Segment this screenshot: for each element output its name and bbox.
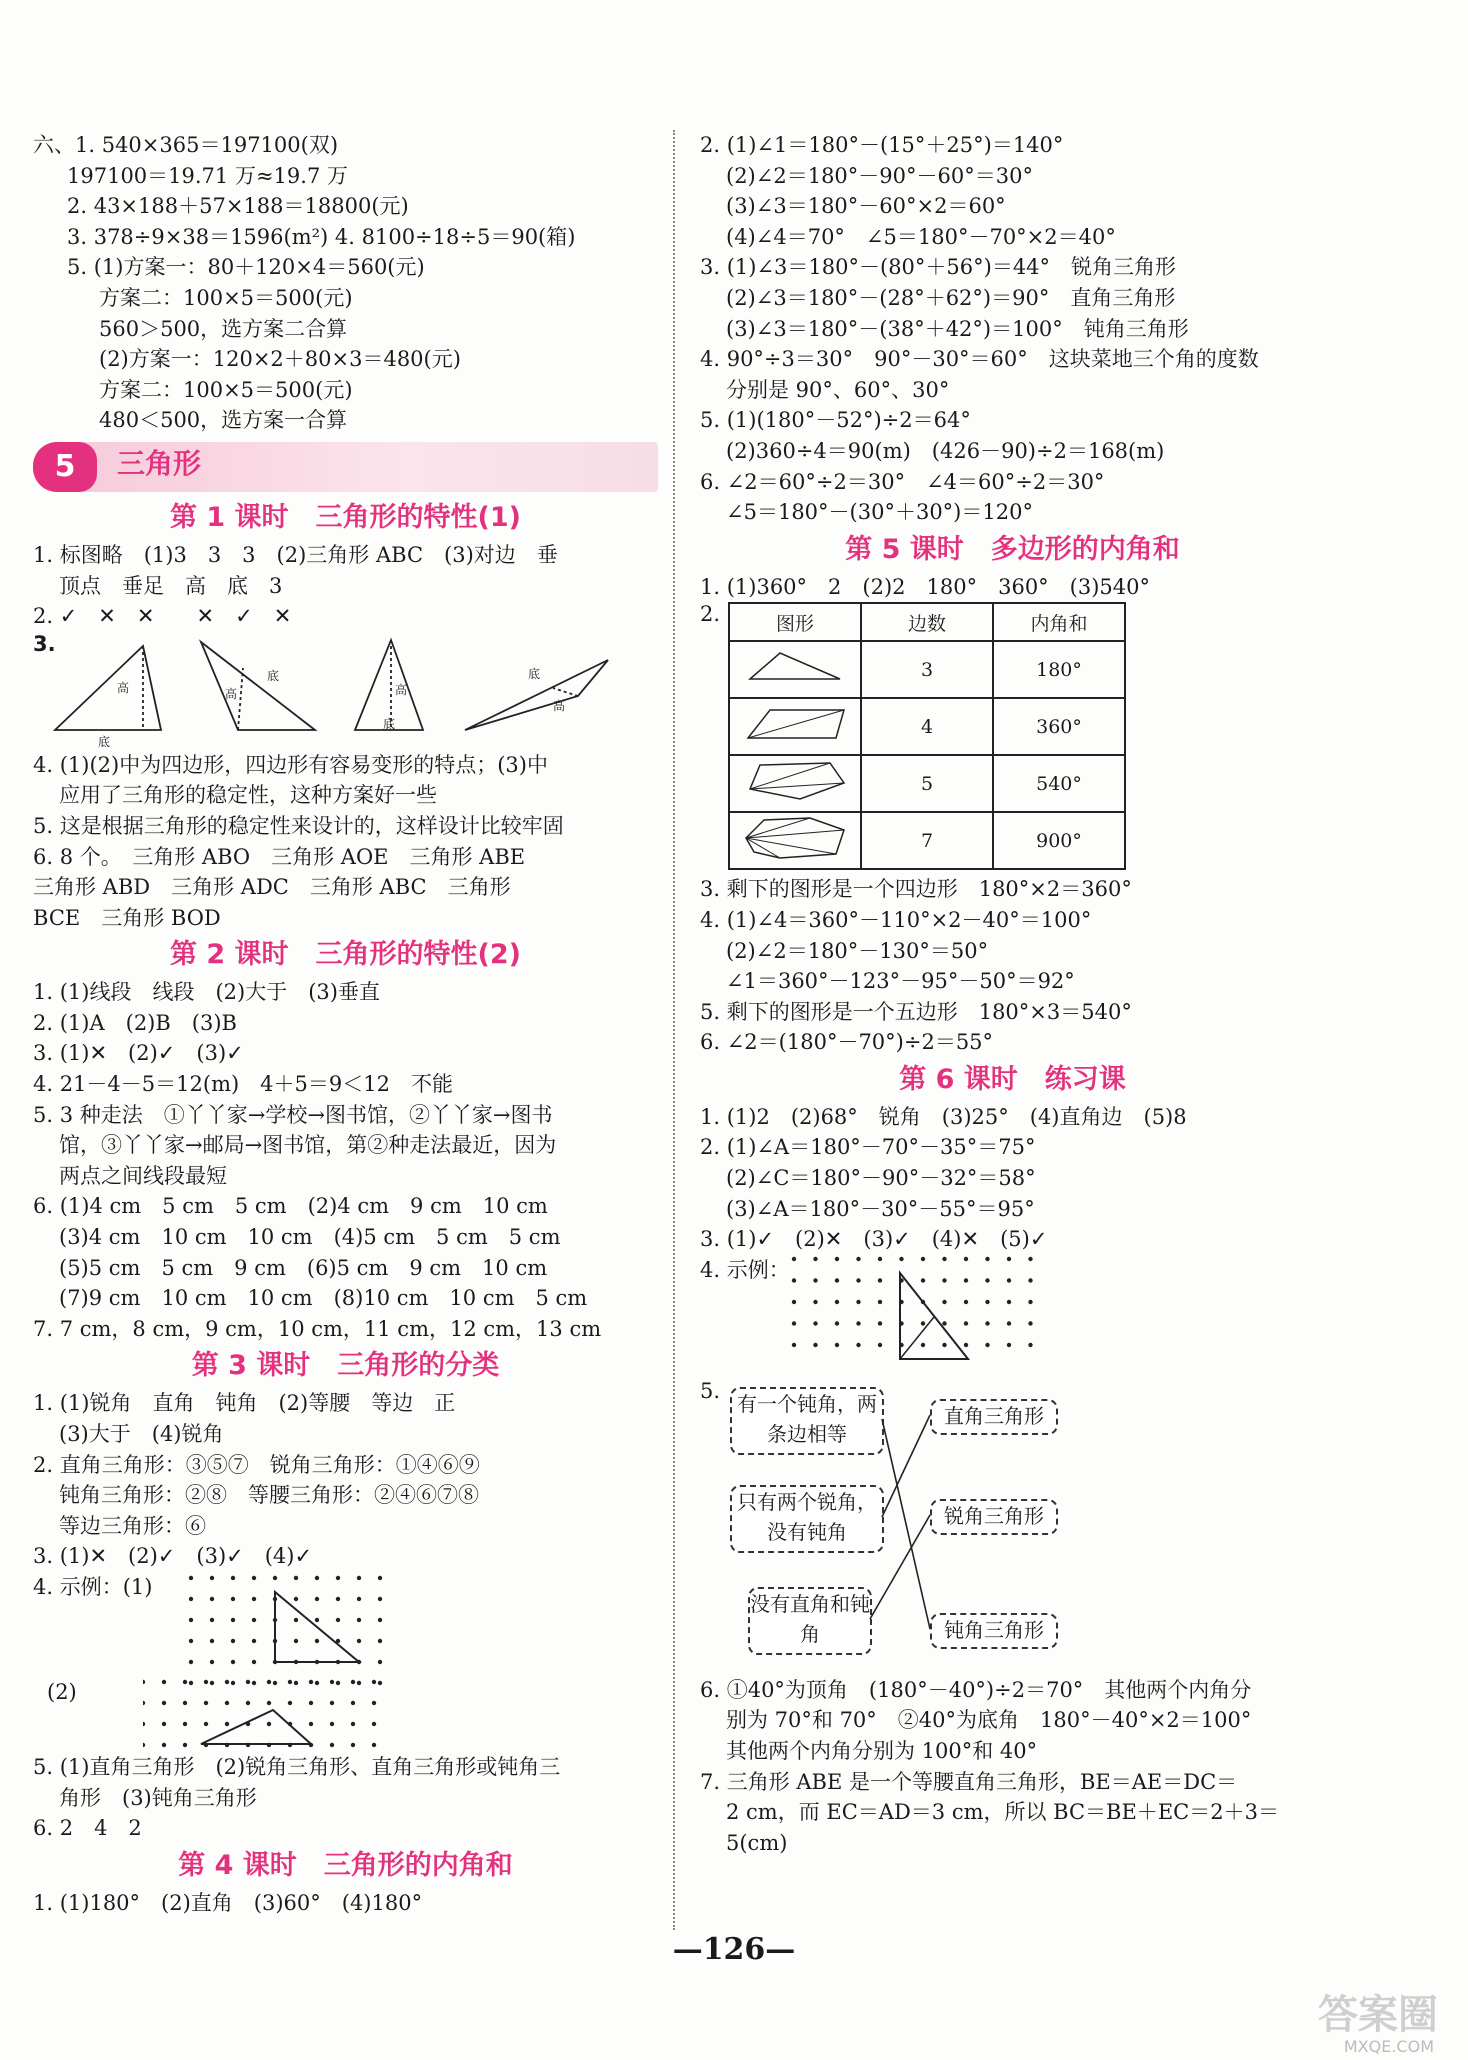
- grid-dot: [878, 1343, 882, 1347]
- answer-line: 角形 (3)钝角三角形: [59, 1785, 257, 1810]
- answer-line: 三角形 ABD 三角形 ADC 三角形 ABC 三角形: [33, 875, 511, 900]
- answer-line: 6. ∠2＝60°÷2＝30° ∠4＝60°÷2＝30°: [700, 469, 1105, 494]
- grid-dot: [835, 1257, 839, 1261]
- grid-dot: [162, 1743, 166, 1747]
- answer-line: 4. (1)(2)中为四边形，四边形有容易变形的特点；(3)中: [33, 752, 548, 777]
- answer-line: 6. 8 个。 三角形 ABO 三角形 AOE 三角形 ABE: [33, 844, 526, 869]
- grid-dot: [231, 1576, 235, 1580]
- answer-line: 馆，③丫丫家→邮局→图书馆，第②种走法最近，因为: [59, 1133, 557, 1158]
- grid-dot: [189, 1576, 193, 1580]
- grid-dot: [985, 1257, 989, 1261]
- grid-dot: [813, 1257, 817, 1261]
- grid-dot: [162, 1722, 166, 1726]
- property-box: 没有直角和钝角: [748, 1587, 872, 1655]
- answer-line: (2)∠2＝180°－130°＝50°: [726, 938, 989, 963]
- grid-dot: [252, 1597, 256, 1601]
- question-number: 5.: [700, 1378, 721, 1403]
- answer-line: (5)5 cm 5 cm 9 cm (6)5 cm 9 cm 10 cm: [59, 1255, 548, 1280]
- fig-label: 高: [117, 680, 130, 695]
- answer-line: 4. (1)∠4＝360°－110°×2－40°＝100°: [700, 907, 1092, 932]
- grid-dot: [309, 1680, 313, 1684]
- grid-dot: [315, 1576, 319, 1580]
- grid-dot: [985, 1300, 989, 1304]
- grid-dot: [878, 1321, 882, 1325]
- answer-line: 5. (1)(180°－52°)÷2＝64°: [700, 408, 971, 433]
- grid-dot: [183, 1680, 187, 1684]
- table-cell: 5: [861, 755, 993, 812]
- grid-dot: [336, 1576, 340, 1580]
- fig-label: 高: [225, 686, 238, 701]
- grid-dot: [315, 1639, 319, 1643]
- answer-line: 2 cm，而 EC＝AD＝3 cm，所以 BC＝BE＋EC＝2＋3＝: [726, 1800, 1279, 1825]
- grid-dot: [143, 1701, 145, 1705]
- grid-dot: [878, 1257, 882, 1261]
- grid-dot: [210, 1639, 214, 1643]
- table-row: [729, 755, 1125, 812]
- polygon-shape: [729, 641, 861, 698]
- answer-line: (3)4 cm 10 cm 10 cm (4)5 cm 5 cm 5 cm: [59, 1225, 561, 1250]
- grid-dot: [835, 1343, 839, 1347]
- grid-dot: [288, 1701, 292, 1705]
- triangle-type-box: 钝角三角形: [930, 1613, 1058, 1649]
- grid-dot: [246, 1680, 250, 1684]
- grid-dot: [294, 1597, 298, 1601]
- unit-title: 三角形: [117, 446, 202, 480]
- grid-dot: [273, 1681, 277, 1685]
- grid-dot: [1028, 1343, 1032, 1347]
- answer-line: 5. 3 种走法 ①丫丫家→学校→图书馆，②丫丫家→图书: [33, 1102, 553, 1127]
- grid-dot: [267, 1722, 271, 1726]
- property-box: 有一个钝角，两条边相等: [730, 1387, 884, 1455]
- grid-dot: [225, 1680, 229, 1684]
- answer-line: 等边三角形：⑥: [59, 1513, 206, 1538]
- polygon-shape: [729, 812, 861, 869]
- answer-line: (3)大于 (4)锐角: [59, 1422, 224, 1446]
- answer-line: ∠1＝360°－123°－95°－50°＝92°: [726, 969, 1075, 994]
- grid-dot: [378, 1639, 382, 1643]
- left-column: [33, 130, 658, 1918]
- table-header: 内角和: [993, 603, 1125, 641]
- grid-dot: [294, 1639, 298, 1643]
- table-header: 图形: [729, 603, 861, 641]
- dot-grid-figures: [33, 1572, 658, 1752]
- grid-dot: [985, 1278, 989, 1282]
- answer-line: 2. (1)∠1＝180°－(15°＋25°)＝140°: [700, 133, 1064, 157]
- table-cell: 7: [861, 812, 993, 869]
- grid-dot: [189, 1660, 193, 1664]
- grid-dot: [330, 1743, 334, 1747]
- triangle-figures: [33, 632, 658, 750]
- triangle-heights-figure: [33, 632, 633, 750]
- answer-line: 7. 7 cm，8 cm，9 cm，10 cm，11 cm，12 cm，13 cm: [33, 1316, 602, 1341]
- grid-dot: [330, 1680, 334, 1684]
- lesson-title: 第 6 课时 练习课: [899, 1063, 1126, 1095]
- grid-dot: [942, 1321, 946, 1325]
- unit-number: 5: [33, 442, 97, 492]
- grid-dot: [357, 1681, 361, 1685]
- answer-line: 1. (1)360° 2 (2)2 180° 360° (3)540°: [700, 574, 1151, 599]
- dot-grid-example: [700, 1255, 1325, 1379]
- grid-dot: [813, 1300, 817, 1304]
- grid-dot: [835, 1321, 839, 1325]
- section-6: [33, 130, 658, 436]
- grid-dot: [964, 1343, 968, 1347]
- grid-dot: [357, 1576, 361, 1580]
- grid-dot: [942, 1278, 946, 1282]
- grid-dot: [878, 1278, 882, 1282]
- table-cell: 3: [861, 641, 993, 698]
- sub-label: (2): [47, 1679, 77, 1704]
- answer-line: 两点之间线段最短: [59, 1163, 227, 1188]
- grid-dot: [294, 1681, 298, 1685]
- answer-line: 3. (1)∠3＝180°－(80°＋56°)＝44° 锐角三角形: [700, 255, 1177, 280]
- answer-line: 1. (1)线段 线段 (2)大于 (3)垂直: [33, 980, 380, 1005]
- answer-line: 顶点 垂足 高 底 3: [59, 573, 283, 598]
- grid-dot: [273, 1576, 277, 1580]
- answer-line: 7. 三角形 ABE 是一个等腰直角三角形，BE＝AE＝DC＝: [700, 1769, 1238, 1794]
- column-divider: [673, 130, 675, 1930]
- grid-dot: [378, 1660, 382, 1664]
- grid-dot: [372, 1722, 376, 1726]
- dot-grid-triangles: [143, 1572, 563, 1752]
- grid-dot: [856, 1257, 860, 1261]
- answer-line: 6. ①40°为顶角 (180°－40°)÷2＝70° 其他两个内角分: [700, 1677, 1252, 1702]
- watermark-logo: 答案圈: [1318, 1992, 1438, 2038]
- grid-dot: [204, 1701, 208, 1705]
- polygon-table-block: [700, 602, 1325, 874]
- grid-dot: [351, 1680, 355, 1684]
- grid-dot: [225, 1722, 229, 1726]
- grid-dot: [231, 1681, 235, 1685]
- grid-dot: [1007, 1257, 1011, 1261]
- grid-dot: [792, 1300, 796, 1304]
- page-number: —126—: [672, 1932, 796, 1967]
- answer-line: 5. (1)直角三角形 (2)锐角三角形、直角三角形或钝角三: [33, 1754, 561, 1779]
- grid-dot: [143, 1722, 145, 1726]
- answer-line: 2. (1)∠A＝180°－70°－35°＝75°: [700, 1135, 1036, 1160]
- grid-dot: [899, 1257, 903, 1261]
- answer-line: 4. 21－4－5＝12(m) 4＋5＝9＜12 不能: [33, 1072, 453, 1097]
- grid-dot: [204, 1680, 208, 1684]
- grid-dot: [210, 1681, 214, 1685]
- answer-line: 方案二：100×5＝500(元): [99, 377, 353, 402]
- grid-dot: [378, 1576, 382, 1580]
- lesson-title: 第 5 课时 多边形的内角和: [845, 533, 1180, 565]
- answer-line: 应用了三角形的稳定性，这种方案好一些: [59, 783, 437, 808]
- answer-line: 560＞500，选方案二合算: [99, 316, 348, 341]
- grid-dot: [835, 1300, 839, 1304]
- fig-label: 高: [553, 698, 566, 713]
- grid-dot: [813, 1321, 817, 1325]
- unit-header: [33, 442, 658, 492]
- grid-dot: [309, 1722, 313, 1726]
- answer-line: (2)∠2＝180°－90°－60°＝30°: [726, 163, 1033, 188]
- grid-dot: [189, 1681, 193, 1685]
- grid-dot: [252, 1639, 256, 1643]
- answer-line: 2. 直角三角形：③⑤⑦ 锐角三角形：①④⑥⑨: [33, 1452, 480, 1477]
- grid-dot: [942, 1300, 946, 1304]
- grid-dot: [294, 1576, 298, 1580]
- grid-dot: [964, 1300, 968, 1304]
- answer-line: 4. 90°÷3＝30° 90°－30°＝60° 这块菜地三个角的度数: [700, 347, 1259, 372]
- grid-dot: [813, 1278, 817, 1282]
- grid-dot: [309, 1701, 313, 1705]
- question-number: 3.: [33, 631, 56, 656]
- table-cell: 180°: [993, 641, 1125, 698]
- answer-line: (2)∠3＝180°－(28°＋62°)＝90° 直角三角形: [726, 285, 1176, 310]
- answer-line: 方案二：100×5＝500(元): [99, 285, 353, 310]
- answer-line: 5. 这是根据三角形的稳定性来设计的，这样设计比较牢固: [33, 813, 564, 838]
- grid-dot: [921, 1343, 925, 1347]
- grid-dot: [1007, 1321, 1011, 1325]
- grid-dot: [252, 1660, 256, 1664]
- grid-dot: [921, 1278, 925, 1282]
- grid-dot: [189, 1597, 193, 1601]
- table-cell: 360°: [993, 698, 1125, 755]
- grid-dot: [210, 1618, 214, 1622]
- grid-dot: [357, 1618, 361, 1622]
- grid-dot: [985, 1343, 989, 1347]
- grid-dot: [162, 1680, 166, 1684]
- answer-line: 5. (1)方案一：80＋120×4＝560(元): [67, 255, 425, 280]
- polygon-angle-table: [728, 602, 1126, 870]
- grid-dot: [231, 1618, 235, 1622]
- grid-dot: [288, 1680, 292, 1684]
- right-column: [700, 130, 1325, 1858]
- grid-dot: [792, 1257, 796, 1261]
- answer-line: 4. 示例：(1): [33, 1574, 153, 1599]
- answer-line: 2. 43×188＋57×188＝18800(元): [67, 194, 409, 219]
- question-number: 2.: [700, 602, 721, 627]
- table-row: [729, 698, 1125, 755]
- answer-line: (2)∠C＝180°－90°－32°＝58°: [726, 1166, 1036, 1191]
- grid-dot: [143, 1680, 145, 1684]
- grid-dot: [1028, 1300, 1032, 1304]
- grid-dot: [330, 1701, 334, 1705]
- grid-dot: [336, 1597, 340, 1601]
- answer-line: 1. (1)2 (2)68° 锐角 (3)25° (4)直角边 (5)8: [700, 1104, 1187, 1129]
- grid-dot: [921, 1321, 925, 1325]
- grid-dot: [1028, 1257, 1032, 1261]
- answer-line: 其他两个内角分别为 100°和 40°: [726, 1739, 1038, 1764]
- grid-dot: [231, 1660, 235, 1664]
- answer-line: ∠5＝180°－(30°＋30°)＝120°: [726, 500, 1033, 525]
- table-header: 边数: [861, 603, 993, 641]
- grid-dot: [294, 1618, 298, 1622]
- grid-dot: [372, 1680, 376, 1684]
- grid-dot: [204, 1722, 208, 1726]
- grid-dot: [315, 1618, 319, 1622]
- grid-dot: [267, 1701, 271, 1705]
- answer-line: 1. 标图略 (1)3 3 3 (2)三角形 ABC (3)对边 垂: [33, 542, 558, 567]
- lesson-title: 第 2 课时 三角形的特性(2): [169, 939, 522, 971]
- answer-line: 6. ∠2＝(180°－70°)÷2＝55°: [700, 1030, 994, 1055]
- lesson-title: 第 1 课时 三角形的特性(1): [169, 501, 522, 533]
- grid-dot: [378, 1618, 382, 1622]
- table-row: [729, 641, 1125, 698]
- grid-dot: [252, 1576, 256, 1580]
- grid-dot: [813, 1343, 817, 1347]
- grid-dot: [143, 1743, 145, 1747]
- grid-dot: [252, 1618, 256, 1622]
- grid-dot: [162, 1701, 166, 1705]
- grid-dot: [378, 1681, 382, 1685]
- grid-dot: [183, 1722, 187, 1726]
- answer-line: 3. (1)✓ (2)✕ (3)✓ (4)✕ (5)✓: [700, 1227, 1048, 1252]
- table-cell: 4: [861, 698, 993, 755]
- grid-dot: [189, 1618, 193, 1622]
- triangle-type-box: 锐角三角形: [930, 1499, 1058, 1535]
- grid-dot: [942, 1257, 946, 1261]
- grid-dot: [231, 1639, 235, 1643]
- grid-dot: [252, 1681, 256, 1685]
- answer-line: (2)360÷4＝90(m) (426－90)÷2＝168(m): [726, 438, 1165, 463]
- grid-dot: [336, 1618, 340, 1622]
- grid-dot: [183, 1701, 187, 1705]
- grid-dot: [856, 1278, 860, 1282]
- grid-dot: [1028, 1278, 1032, 1282]
- fig-label: 底: [383, 716, 396, 731]
- grid-dot: [378, 1597, 382, 1601]
- answer-line: 别为 70°和 70° ②40°为底角 180°－40°×2＝100°: [726, 1708, 1252, 1733]
- answer-line: 分别是 90°、60°、30°: [726, 377, 950, 402]
- answer-line: 4. 示例：: [700, 1257, 790, 1282]
- grid-dot: [357, 1597, 361, 1601]
- grid-dot: [246, 1701, 250, 1705]
- answer-line: 5(cm): [726, 1830, 788, 1855]
- answer-line: (2)方案一：120×2＋80×3＝480(元): [99, 347, 461, 372]
- grid-dot: [210, 1576, 214, 1580]
- matching-diagram: [700, 1379, 1325, 1675]
- grid-dot: [964, 1278, 968, 1282]
- grid-dot: [856, 1343, 860, 1347]
- grid-dot: [792, 1321, 796, 1325]
- polygon-shape: [729, 755, 861, 812]
- watermark-url: MXQE.COM: [1343, 2037, 1434, 2056]
- grid-dot: [372, 1743, 376, 1747]
- answer-line: 3. (1)✕ (2)✓ (3)✓: [33, 1041, 244, 1066]
- grid-dot: [372, 1701, 376, 1705]
- grid-dot: [210, 1660, 214, 1664]
- grid-dot: [330, 1722, 334, 1726]
- answer-line: 6. (1)4 cm 5 cm 5 cm (2)4 cm 9 cm 10 cm: [33, 1194, 548, 1219]
- answer-line: 2. (1)A (2)B (3)B: [33, 1010, 237, 1035]
- answer-line: 6. 2 4 2: [33, 1816, 142, 1841]
- grid-dot: [267, 1680, 271, 1684]
- grid-dot: [942, 1343, 946, 1347]
- answer-line: 1. (1)180° (2)直角 (3)60° (4)180°: [33, 1890, 423, 1915]
- grid-dot: [351, 1701, 355, 1705]
- grid-dot: [964, 1321, 968, 1325]
- answer-line: 3. (1)✕ (2)✓ (3)✓ (4)✓: [33, 1544, 313, 1569]
- lesson-title: 第 3 课时 三角形的分类: [191, 1350, 500, 1382]
- grid-dot: [985, 1321, 989, 1325]
- grid-dot: [1007, 1300, 1011, 1304]
- fig-label: 底: [98, 734, 111, 749]
- answer-line: (3)∠3＝180°－(38°＋42°)＝100° 钝角三角形: [726, 316, 1189, 341]
- grid-dot: [225, 1701, 229, 1705]
- grid-dot: [1028, 1321, 1032, 1325]
- table-row: [729, 812, 1125, 869]
- grid-dot: [336, 1681, 340, 1685]
- answer-line: 197100＝19.71 万≈19.7 万: [67, 163, 348, 188]
- answer-line: 2. ✓ ✕ ✕ ✕ ✓ ✕: [33, 604, 292, 629]
- grid-dot: [964, 1257, 968, 1261]
- grid-dot: [189, 1639, 193, 1643]
- answer-line: 钝角三角形：②⑧ 等腰三角形：②④⑥⑦⑧: [59, 1483, 479, 1508]
- fig-label: 高: [395, 682, 408, 697]
- fig-label: 底: [528, 666, 541, 681]
- grid-dot: [183, 1743, 187, 1747]
- grid-dot: [351, 1722, 355, 1726]
- grid-dot: [1007, 1278, 1011, 1282]
- grid-dot: [856, 1321, 860, 1325]
- grid-dot: [921, 1257, 925, 1261]
- grid-dot: [835, 1278, 839, 1282]
- grid-dot: [315, 1681, 319, 1685]
- answer-line: (4)∠4＝70° ∠5＝180°－70°×2＝40°: [726, 224, 1116, 249]
- grid-dot: [210, 1597, 214, 1601]
- grid-dot: [878, 1300, 882, 1304]
- triangle-type-box: 直角三角形: [930, 1399, 1058, 1435]
- table-cell: 900°: [993, 812, 1125, 869]
- table-cell: 540°: [993, 755, 1125, 812]
- lesson-title: 第 4 课时 三角形的内角和: [178, 1849, 513, 1881]
- answer-line: 5. 剩下的图形是一个五边形 180°×3＝540°: [700, 999, 1132, 1024]
- answer-line: 六、1. 540×365＝197100(双): [33, 133, 339, 157]
- answer-line: BCE 三角形 BOD: [33, 905, 221, 930]
- fig-label: 底: [267, 668, 280, 683]
- answer-line: (3)∠3＝180°－60°×2＝60°: [726, 194, 1006, 219]
- answer-line: (3)∠A＝180°－30°－55°＝95°: [726, 1196, 1035, 1221]
- answer-line: (7)9 cm 10 cm 10 cm (8)10 cm 10 cm 5 cm: [59, 1286, 588, 1311]
- grid-dot: [792, 1278, 796, 1282]
- answer-line: 480＜500，选方案一合算: [99, 408, 348, 433]
- grid-dot: [792, 1343, 796, 1347]
- grid-dot: [315, 1597, 319, 1601]
- grid-dot: [357, 1639, 361, 1643]
- answer-line: 3. 378÷9×38＝1596(m²) 4. 8100÷18÷5＝90(箱): [67, 224, 576, 249]
- grid-dot: [231, 1597, 235, 1601]
- polygon-shape: [729, 698, 861, 755]
- property-box: 只有两个锐角，没有钝角: [730, 1485, 884, 1553]
- grid-dot: [351, 1743, 355, 1747]
- dot-grid-right-triangle: [790, 1255, 1120, 1379]
- grid-dot: [856, 1300, 860, 1304]
- answer-line: 1. (1)锐角 直角 钝角 (2)等腰 等边 正: [33, 1391, 456, 1416]
- grid-dot: [1007, 1343, 1011, 1347]
- answer-line: 3. 剩下的图形是一个四边形 180°×2＝360°: [700, 877, 1132, 902]
